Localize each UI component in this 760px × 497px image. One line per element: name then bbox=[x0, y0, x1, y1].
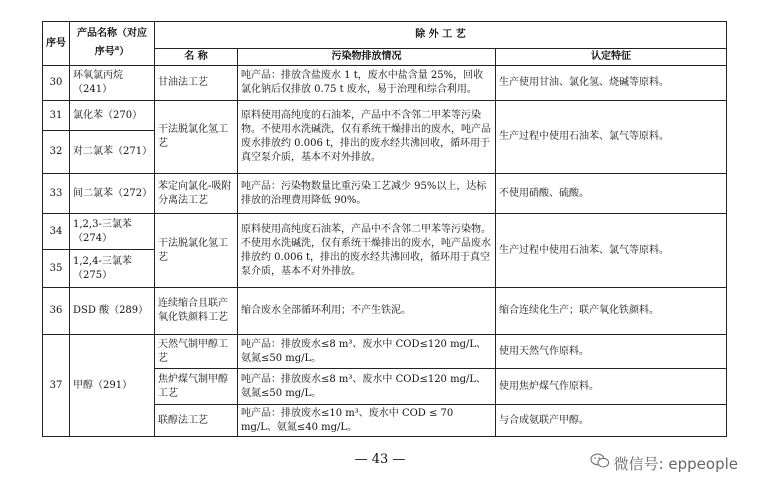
header-seq: 序号 bbox=[43, 22, 70, 66]
name-cell: 甘油法工艺 bbox=[155, 66, 238, 101]
feature-cell: 与合成氨联产甲醇。 bbox=[496, 405, 727, 437]
header-process-group: 除 外 工 艺 bbox=[155, 22, 727, 49]
table-row bbox=[43, 174, 727, 214]
name-cell: 干法脱氯化氢工艺 bbox=[155, 101, 238, 174]
header-emission: 污染物排放情况 bbox=[238, 49, 496, 66]
name-cell: 焦炉煤气制甲醇工艺 bbox=[155, 369, 238, 405]
product-cell: DSD 酸（289） bbox=[70, 288, 155, 335]
feature-cell: 生产使用甘油、氯化氢、烧碱等原料。 bbox=[496, 66, 727, 101]
table-row bbox=[43, 335, 727, 369]
product-cell: 环氧氯丙烷（241） bbox=[70, 66, 155, 101]
emission-cell: 吨产品：污染物数量比重污染工艺减少 95%以上，达标排放的治理费用降低 90%。 bbox=[238, 174, 496, 214]
header-feature: 认定特征 bbox=[496, 49, 727, 66]
name-cell: 连续缩合且联产氧化铁颜料工艺 bbox=[155, 288, 238, 335]
table-row bbox=[43, 66, 727, 101]
seq-cell: 34 bbox=[43, 214, 70, 250]
emission-cell: 吨产品：排放废水≤10 m³、废水中 COD ≤ 70 mg/L、氨氮≤40 mg/L。 bbox=[238, 405, 496, 437]
name-cell: 干法脱氯化氢工艺 bbox=[155, 214, 238, 288]
feature-cell: 生产过程中使用石油苯、氯气等原料。 bbox=[496, 101, 727, 174]
emission-cell: 吨产品：排放废水≤8 m³、废水中 COD≤120 mg/L、氨氮≤50 mg/L。 bbox=[238, 369, 496, 405]
product-cell: 1,2,3-三氯苯（274） bbox=[70, 214, 155, 250]
table-row bbox=[43, 288, 727, 335]
emission-cell: 吨产品：排放废水≤8 m³、废水中 COD≤120 mg/L、氨氮≤50 mg/L。 bbox=[238, 335, 496, 369]
product-cell: 间二氯苯（272） bbox=[70, 174, 155, 214]
watermark bbox=[590, 452, 738, 474]
product-cell: 甲醇（291） bbox=[70, 335, 155, 437]
emission-cell: 原料使用高纯度石油苯，产品中不含邻二甲苯等污染物。不使用水洗碱洗，仅有系统干燥排出的废水，吨产品废水排放约 0.006 t，排出的废水经共沸回收，循环用于真空泵介质，基本不对外排放。 bbox=[238, 214, 496, 288]
table-row bbox=[43, 101, 727, 131]
feature-cell: 缩合连续化生产；联产氧化铁颜料。 bbox=[496, 288, 727, 335]
header-name: 名 称 bbox=[155, 49, 238, 66]
header-product: 产品名称（对应序号$^a$） bbox=[70, 22, 155, 66]
emission-cell: 吨产品：排放含盐废水 1 t，废水中盐含量 25%，回收氯化钠后仅排放 0.75 t 废水，易于治理和综合利用。 bbox=[238, 66, 496, 101]
seq-cell: 33 bbox=[43, 174, 70, 214]
name-cell: 天然气制甲醇工艺 bbox=[155, 335, 238, 369]
product-cell: 1,2,4-三氯苯（275） bbox=[70, 250, 155, 288]
watermark-text: 微信号: eppeople bbox=[613, 454, 738, 473]
feature-cell: 使用天然气作原料。 bbox=[496, 335, 727, 369]
wechat-icon bbox=[590, 452, 610, 474]
seq-cell: 36 bbox=[43, 288, 70, 335]
seq-cell: 37 bbox=[43, 335, 70, 437]
seq-cell: 31 bbox=[43, 101, 70, 131]
seq-cell: 30 bbox=[43, 66, 70, 101]
product-cell: 氯化苯（270） bbox=[70, 101, 155, 131]
seq-cell: 32 bbox=[43, 131, 70, 174]
process-table bbox=[42, 21, 727, 437]
name-cell: 苯定向氯化-吸附分离法工艺 bbox=[155, 174, 238, 214]
seq-cell: 35 bbox=[43, 250, 70, 288]
feature-cell: 不使用硝酸、硫酸。 bbox=[496, 174, 727, 214]
feature-cell: 使用焦炉煤气作原料。 bbox=[496, 369, 727, 405]
feature-cell: 生产过程中使用石油苯、氯气等原料。 bbox=[496, 214, 727, 288]
product-cell: 对二氯苯（271） bbox=[70, 131, 155, 174]
emission-cell: 原料使用高纯度的石油苯，产品中不含邻二甲苯等污染物。不使用水洗碱洗，仅有系统干燥排出的废水，吨产品废水排放约 0.006 t，排出的废水经共沸回收，循环用于真空泵介质，基本不对外排放。 bbox=[238, 101, 496, 174]
emission-cell: 缩合废水全部循环利用；不产生铁泥。 bbox=[238, 288, 496, 335]
name-cell: 联醇法工艺 bbox=[155, 405, 238, 437]
page-number: — 43 — bbox=[354, 452, 406, 467]
table-row bbox=[43, 214, 727, 250]
